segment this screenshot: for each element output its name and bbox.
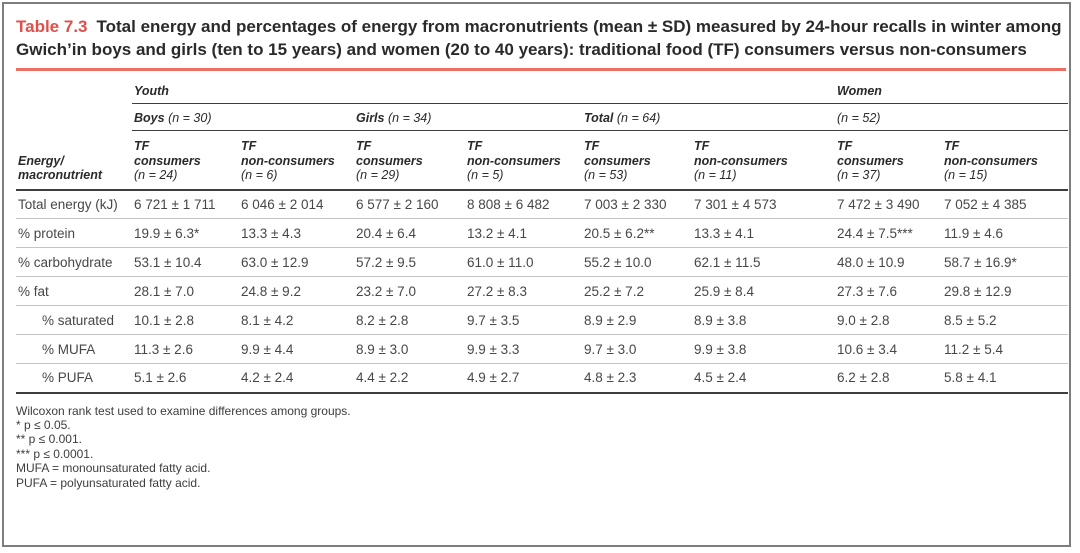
value-cell: 8.9 ± 3.0: [354, 335, 465, 364]
value-cell: 63.0 ± 12.9: [239, 248, 354, 277]
column-header-n: (n = 6): [241, 168, 278, 182]
row-label: Total energy (kJ): [16, 190, 132, 219]
value-cell: 48.0 ± 10.9: [835, 248, 942, 277]
value-cell: 13.3 ± 4.3: [239, 219, 354, 248]
value-cell: 4.8 ± 2.3: [582, 364, 692, 393]
value-cell: 11.9 ± 4.6: [942, 219, 1068, 248]
column-header-row: [16, 131, 1068, 190]
row-label-header-line2: macronutrient: [18, 168, 103, 182]
subgroup-label: Total: [584, 110, 614, 125]
value-cell: 8.5 ± 5.2: [942, 306, 1068, 335]
row-label-header-line1: Energy/: [18, 153, 64, 168]
footnote-line: ** p ≤ 0.001.: [16, 432, 82, 447]
value-cell: 6 577 ± 2 160: [354, 190, 465, 219]
value-cell: 57.2 ± 9.5: [354, 248, 465, 277]
table-title: Total energy and percentages of energy from macronutrients (mean ± SD) measured by 24-hour recalls in winter among Gwich’in boys and girls (ten to 15 years) and women (20 to 40 years): traditional food (TF) consumers versus non-consumers: [16, 17, 1062, 59]
value-cell: 7 472 ± 3 490: [835, 190, 942, 219]
column-header-n: (n = 37): [837, 168, 881, 182]
subgroup-n: (n = 34): [387, 110, 432, 125]
column-header-type: consumers: [837, 153, 904, 168]
column-header-n: (n = 29): [356, 168, 400, 182]
value-cell: 9.9 ± 3.8: [692, 335, 835, 364]
value-cell: 29.8 ± 12.9: [942, 277, 1068, 306]
value-cell: 53.1 ± 10.4: [132, 248, 239, 277]
value-cell: 4.2 ± 2.4: [239, 364, 354, 393]
table-row: [16, 219, 1068, 248]
column-header-n: (n = 15): [944, 168, 988, 182]
value-cell: 23.2 ± 7.0: [354, 277, 465, 306]
value-cell: 6 721 ± 1 711: [132, 190, 239, 219]
subgroup-label: Girls: [356, 110, 385, 125]
column-header: [942, 131, 1068, 190]
value-cell: 25.2 ± 7.2: [582, 277, 692, 306]
value-cell: 13.2 ± 4.1: [465, 219, 582, 248]
footnote-line: PUFA = polyunsaturated fatty acid.: [16, 475, 201, 490]
subgroup-n: (n = 30): [168, 110, 212, 125]
value-cell: 61.0 ± 11.0: [465, 248, 582, 277]
column-header-tf: TF: [241, 139, 257, 153]
column-header-n: (n = 5): [467, 168, 504, 182]
footnote-line: Wilcoxon rank test used to examine differences among groups.: [16, 403, 351, 418]
value-cell: 25.9 ± 8.4: [692, 277, 835, 306]
value-cell: 8.1 ± 4.2: [239, 306, 354, 335]
column-header-tf: TF: [467, 139, 483, 153]
table-row: [16, 335, 1068, 364]
value-cell: 7 301 ± 4 573: [692, 190, 835, 219]
row-label: % PUFA: [16, 364, 132, 393]
subgroup-header-total: [582, 103, 835, 131]
row-label: % saturated: [16, 306, 132, 335]
subgroup-header-row: [16, 103, 1068, 131]
value-cell: 5.8 ± 4.1: [942, 364, 1068, 393]
table-row: [16, 364, 1068, 393]
value-cell: 27.2 ± 8.3: [465, 277, 582, 306]
table-row: [16, 190, 1068, 219]
group-header-women: Women: [835, 71, 1068, 103]
subgroup-header-women-n: [835, 103, 1068, 131]
group-header-spacer: [16, 71, 132, 103]
row-label-header: [16, 131, 132, 190]
value-cell: 4.4 ± 2.2: [354, 364, 465, 393]
group-header-row: [16, 71, 1068, 103]
value-cell: 9.7 ± 3.0: [582, 335, 692, 364]
value-cell: 58.7 ± 16.9*: [942, 248, 1068, 277]
value-cell: 28.1 ± 7.0: [132, 277, 239, 306]
value-cell: 6.2 ± 2.8: [835, 364, 942, 393]
row-label: % protein: [16, 219, 132, 248]
column-header-tf: TF: [134, 139, 150, 153]
value-cell: 8.9 ± 3.8: [692, 306, 835, 335]
table-row: [16, 248, 1068, 277]
value-cell: 20.4 ± 6.4: [354, 219, 465, 248]
value-cell: 7 003 ± 2 330: [582, 190, 692, 219]
value-cell: 11.2 ± 5.4: [942, 335, 1068, 364]
value-cell: 9.0 ± 2.8: [835, 306, 942, 335]
column-header: [692, 131, 835, 190]
row-label: % carbohydrate: [16, 248, 132, 277]
column-header-type: non-consumers: [944, 153, 1038, 168]
value-cell: 8.2 ± 2.8: [354, 306, 465, 335]
column-header-type: consumers: [134, 153, 201, 168]
column-header-type: consumers: [356, 153, 423, 168]
column-header-tf: TF: [356, 139, 372, 153]
column-header-type: non-consumers: [694, 153, 788, 168]
value-cell: 8 808 ± 6 482: [465, 190, 582, 219]
value-cell: 27.3 ± 7.6: [835, 277, 942, 306]
value-cell: 7 052 ± 4 385: [942, 190, 1068, 219]
value-cell: 19.9 ± 6.3*: [132, 219, 239, 248]
column-header-tf: TF: [584, 139, 600, 153]
value-cell: 4.9 ± 2.7: [465, 364, 582, 393]
subgroup-header-girls: [354, 103, 582, 131]
footnote-line: MUFA = monounsaturated fatty acid.: [16, 461, 211, 476]
subgroup-n: (n = 52): [837, 110, 881, 125]
value-cell: 11.3 ± 2.6: [132, 335, 239, 364]
value-cell: 5.1 ± 2.6: [132, 364, 239, 393]
page-frame: [2, 2, 1071, 547]
value-cell: 13.3 ± 4.1: [692, 219, 835, 248]
row-label: % MUFA: [16, 335, 132, 364]
column-header-tf: TF: [944, 139, 960, 153]
value-cell: 24.4 ± 7.5***: [835, 219, 942, 248]
column-header: [354, 131, 465, 190]
data-table: [16, 71, 1068, 394]
value-cell: 10.6 ± 3.4: [835, 335, 942, 364]
table-number: Table 7.3: [16, 17, 88, 36]
value-cell: 55.2 ± 10.0: [582, 248, 692, 277]
value-cell: 6 046 ± 2 014: [239, 190, 354, 219]
column-header-n: (n = 24): [134, 168, 178, 182]
column-header-n: (n = 53): [584, 168, 628, 182]
value-cell: 10.1 ± 2.8: [132, 306, 239, 335]
subgroup-n: (n = 64): [616, 110, 661, 125]
column-header-tf: TF: [694, 139, 710, 153]
column-header-type: non-consumers: [241, 153, 335, 168]
subgroup-header-spacer: [16, 103, 132, 131]
group-header-youth: Youth: [132, 71, 835, 103]
table-body: [16, 190, 1068, 393]
subgroup-label: Boys: [134, 110, 165, 125]
subgroup-header-boys: [132, 103, 354, 131]
column-header-tf: TF: [837, 139, 853, 153]
value-cell: 9.7 ± 3.5: [465, 306, 582, 335]
value-cell: 62.1 ± 11.5: [692, 248, 835, 277]
value-cell: 20.5 ± 6.2**: [582, 219, 692, 248]
value-cell: 9.9 ± 3.3: [465, 335, 582, 364]
column-header: [582, 131, 692, 190]
column-header-type: non-consumers: [467, 153, 561, 168]
table-header: [16, 71, 1068, 190]
row-label: % fat: [16, 277, 132, 306]
column-header-type: consumers: [584, 153, 651, 168]
value-cell: 24.8 ± 9.2: [239, 277, 354, 306]
value-cell: 8.9 ± 2.9: [582, 306, 692, 335]
column-header: [465, 131, 582, 190]
value-cell: 9.9 ± 4.4: [239, 335, 354, 364]
value-cell: 4.5 ± 2.4: [692, 364, 835, 393]
column-header: [835, 131, 942, 190]
footnotes: [16, 404, 1057, 490]
table-caption: [16, 16, 1062, 61]
footnote-line: *** p ≤ 0.0001.: [16, 446, 94, 461]
column-header-n: (n = 11): [694, 168, 737, 182]
footnote-line: * p ≤ 0.05.: [16, 417, 71, 432]
table-row: [16, 277, 1068, 306]
column-header: [132, 131, 239, 190]
column-header: [239, 131, 354, 190]
table-row: [16, 306, 1068, 335]
